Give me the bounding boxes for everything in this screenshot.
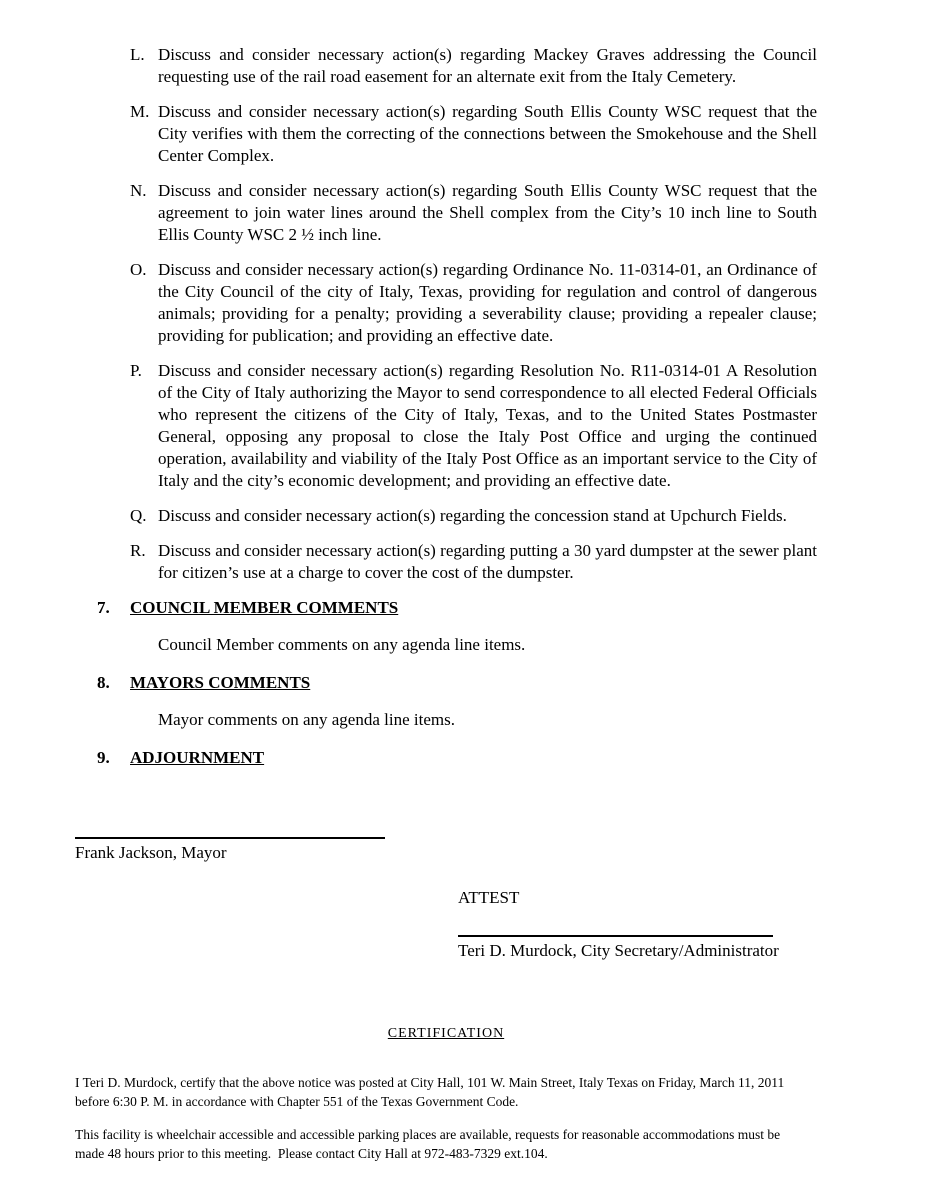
section-heading: COUNCIL MEMBER COMMENTS bbox=[130, 598, 399, 617]
agenda-item-text: Discuss and consider necessary action(s) regarding South Ellis County WSC request that the agreement to join water lines around the Shell complex from the City’s 10 inch line to South Ellis County WSC 2 ½ inch line. bbox=[158, 181, 817, 244]
section-number: 9. bbox=[97, 748, 110, 767]
agenda-item-text: Discuss and consider necessary action(s) regarding Mackey Graves addressing the Council requesting use of the rail road easement for an alternate exit from the Italy Cemetery. bbox=[158, 45, 817, 86]
secretary-signature-name: Teri D. Murdock, City Secretary/Administrator bbox=[458, 941, 779, 960]
agenda-item-text: Discuss and consider necessary action(s) regarding the concession stand at Upchurch Fields. bbox=[158, 506, 787, 525]
mayor-signature-block bbox=[75, 837, 817, 864]
section-number: 7. bbox=[97, 598, 110, 617]
agenda-item-text: Discuss and consider necessary action(s) regarding South Ellis County WSC request that the City verifies with them the correcting of the connections between the Smokehouse and the Shell Center Complex. bbox=[158, 102, 817, 165]
certification-paragraph-1: I Teri D. Murdock, certify that the above notice was posted at City Hall, 101 W. Main Street, Italy Texas on Friday, March 11, 2011 before 6:30 P. M. in accordance with Chapter 551 of the Texas Government Code. bbox=[75, 1075, 788, 1109]
agenda-item-r bbox=[130, 540, 817, 584]
certification-heading: CERTIFICATION bbox=[387, 1026, 505, 1041]
agenda-item-q bbox=[130, 505, 817, 527]
section-mayors-comments bbox=[97, 672, 817, 694]
agenda-item-label: R. bbox=[130, 541, 146, 560]
mayor-signature-line bbox=[75, 837, 385, 839]
section-body: Mayor comments on any agenda line items. bbox=[158, 710, 455, 729]
agenda-item-label: Q. bbox=[130, 506, 147, 525]
certification-paragraph-2: This facility is wheelchair accessible and accessible parking places are available, requests for reasonable accommodations must be made 48 hours prior to this meeting. Please contact City Hall at 972-483-7329 ext.104. bbox=[75, 1127, 784, 1161]
agenda-item-label: O. bbox=[130, 260, 147, 279]
section-heading: ADJOURNMENT bbox=[130, 748, 265, 767]
agenda-item-l bbox=[130, 44, 817, 88]
section-council-member-comments bbox=[97, 597, 817, 619]
agenda-item-o bbox=[130, 259, 817, 347]
agenda-item-n bbox=[130, 180, 817, 246]
agenda-item-p bbox=[130, 360, 817, 492]
agenda-item-text: Discuss and consider necessary action(s) regarding Resolution No. R11-0314-01 A Resolution of the City of Italy authorizing the Mayor to send correspondence to all elected Federal Officials who represent the citizens of the City of Italy, Texas, and to the United States Postmaster General, opposing any proposal to close the Italy Post Office and urging the continued operation, availability and viability of the Italy Post Office as an important service to the City of Italy and the city’s economic development; and providing an effective date. bbox=[158, 361, 817, 490]
agenda-item-text: Discuss and consider necessary action(s) regarding putting a 30 yard dumpster at the sewer plant for citizen’s use at a charge to cover the cost of the dumpster. bbox=[158, 541, 817, 582]
section-adjournment bbox=[97, 747, 817, 769]
agenda-item-label: P. bbox=[130, 361, 142, 380]
agenda-item-label: L. bbox=[130, 45, 145, 64]
mayor-signature-name: Frank Jackson, Mayor bbox=[75, 843, 227, 862]
attest-label: ATTEST bbox=[458, 888, 520, 907]
section-heading: MAYORS COMMENTS bbox=[130, 673, 311, 692]
section-number: 8. bbox=[97, 673, 110, 692]
agenda-item-label: M. bbox=[130, 102, 150, 121]
agenda-item-m bbox=[130, 101, 817, 167]
agenda-item-text: Discuss and consider necessary action(s) regarding Ordinance No. 11-0314-01, an Ordinance of the City Council of the city of Italy, Texas, providing for regulation and control of dangerous animals; providing for a penalty; providing a severability clause; providing a repealer clause; providing for publication; and providing an effective date. bbox=[158, 260, 817, 345]
agenda-item-label: N. bbox=[130, 181, 147, 200]
secretary-signature-line bbox=[458, 935, 773, 937]
secretary-signature-block bbox=[458, 935, 817, 962]
section-body: Council Member comments on any agenda line items. bbox=[158, 635, 526, 654]
